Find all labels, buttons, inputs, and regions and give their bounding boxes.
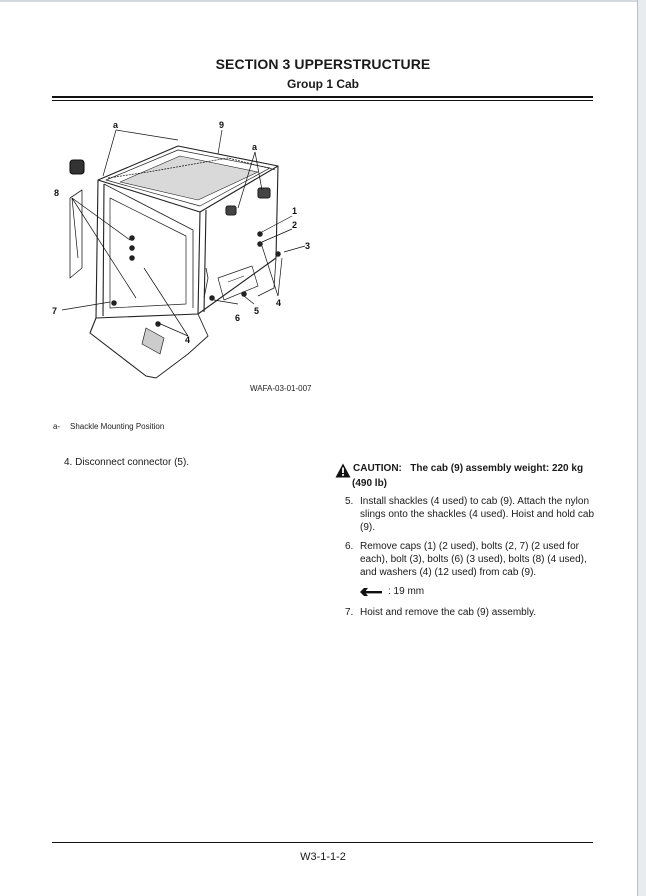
callout-9: 9	[219, 120, 225, 130]
callout-a-2: a	[252, 142, 258, 152]
callout-8: 8	[54, 188, 60, 198]
header-rule-thin	[52, 100, 593, 101]
cab-illustration	[48, 118, 328, 398]
right-steps	[345, 495, 595, 625]
caution-text: The cab (9) assembly weight: 220 kg	[410, 463, 584, 474]
step-number: 4.	[64, 457, 73, 468]
step-4	[64, 457, 189, 468]
step-number: 5.	[345, 496, 354, 507]
caution-label: CAUTION:	[353, 463, 402, 474]
step-text: Hoist and remove the cab (9) assembly.	[360, 607, 537, 618]
tool-text: : 19 mm	[388, 586, 425, 597]
step-5	[345, 495, 595, 534]
callout-4-right: 4	[276, 298, 282, 308]
caution-box	[335, 463, 595, 489]
page-number: W3-1-1-2	[300, 851, 346, 863]
step-number: 6.	[345, 541, 354, 552]
step-number: 7.	[345, 607, 354, 618]
viewer-right-edge	[637, 0, 646, 896]
step-6	[345, 540, 595, 579]
legend-text: Shackle Mounting Position	[70, 422, 165, 431]
wrench-icon	[360, 587, 384, 597]
callout-2: 2	[292, 220, 298, 230]
step-text: Remove caps (1) (2 used), bolts (2, 7) (2 used for each), bolt (3), bolts (6) (3 used), bolts (8) (4 used), and washers (4) (12 used) from cab (9).	[360, 541, 587, 578]
callout-a-1: a	[113, 120, 119, 130]
legend-key: a-	[53, 422, 61, 431]
tool-spec	[360, 585, 595, 598]
caution-text-cont: (490 lb)	[352, 478, 388, 489]
callout-1: 1	[292, 206, 298, 216]
figure-legend	[53, 422, 164, 431]
page-top-edge	[0, 0, 646, 2]
callout-3: 3	[305, 241, 311, 251]
section-title: SECTION 3 UPPERSTRUCTURE	[215, 56, 431, 72]
cab-drawing	[48, 118, 328, 398]
callout-4-left: 4	[185, 335, 191, 345]
group-title: Group 1 Cab	[286, 77, 359, 91]
step-text: Install shackles (4 used) to cab (9). Attach the nylon slings onto the shackles (4 used). Hoist and hold cab (9).	[360, 496, 595, 533]
step-7	[345, 606, 595, 619]
callout-5: 5	[254, 306, 260, 316]
warning-triangle-icon	[335, 463, 351, 478]
callout-6: 6	[235, 313, 241, 323]
footer-rule	[52, 842, 593, 843]
callout-7: 7	[52, 306, 58, 316]
step-text: Disconnect connector (5).	[75, 457, 190, 468]
header-rule-thick	[52, 96, 593, 98]
figure-code: WAFA-03-01-007	[250, 384, 312, 393]
